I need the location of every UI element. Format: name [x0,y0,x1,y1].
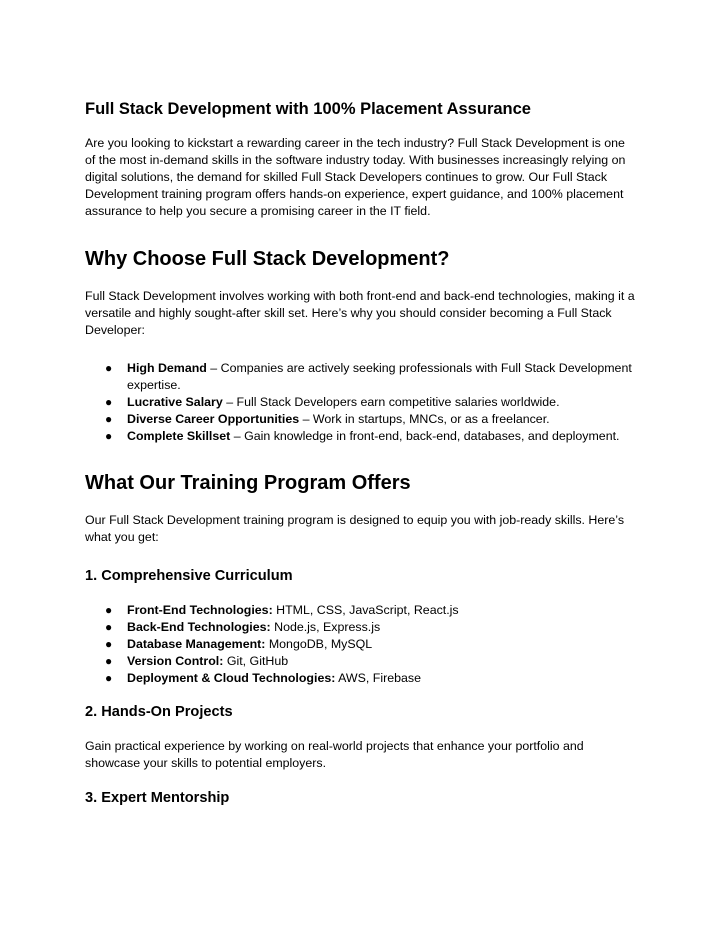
bullet-icon: ● [105,395,113,409]
program-paragraph: Our Full Stack Development training program is designed to equip you with job-ready skills. Here’s what you get: [85,513,625,544]
bullet-bold: Complete Skillset [127,429,231,443]
list-item [105,636,635,653]
bullet-text: – Full Stack Developers earn competitive salaries worldwide. [222,395,560,409]
list-item [105,653,635,670]
why-paragraph: Full Stack Development involves working with both front-end and back-end technologies, making it a versatile and highly sought-after skill set. Here’s why you should consider becoming a Full Stack Developer: [85,289,635,337]
bullet-text: – Companies are actively seeking professionals with Full Stack Development expertise. [127,361,632,392]
bullet-icon: ● [105,603,113,617]
bullet-icon: ● [105,620,113,634]
bullet-bold: Database Management: [127,637,266,651]
bullet-bold: Lucrative Salary [127,395,223,409]
document-page [85,97,635,808]
list-item [105,670,635,687]
curriculum-heading: 1. Comprehensive Curriculum [85,568,293,584]
handson-paragraph: Gain practical experience by working on real-world projects that enhance your portfolio and showcase your skills to potential employers. [85,739,584,770]
page-title: Full Stack Development with 100% Placement Assurance [85,100,531,118]
bullet-bold: Deployment & Cloud Technologies: [127,671,336,685]
list-item [105,619,635,636]
list-item [105,394,635,411]
bullet-text: Git, GitHub [223,654,289,668]
curriculum-bullet-list [105,602,635,687]
bullet-icon: ● [105,637,113,651]
bullet-bold: Front-End Technologies: [127,603,273,617]
mentorship-heading: 3. Expert Mentorship [85,790,230,806]
bullet-icon: ● [105,654,113,668]
bullet-icon: ● [105,671,113,685]
bullet-text: AWS, Firebase [335,671,421,685]
bullet-text: HTML, CSS, JavaScript, React.js [272,603,459,617]
bullet-icon: ● [105,412,113,426]
list-item [105,360,635,394]
bullet-bold: Back-End Technologies: [127,620,271,634]
handson-heading: 2. Hands-On Projects [85,704,233,720]
bullet-bold: High Demand [127,361,207,375]
list-item [105,602,635,619]
list-item [105,411,635,428]
bullet-bold: Diverse Career Opportunities [127,412,300,426]
why-bullet-list [105,360,635,445]
program-heading: What Our Training Program Offers [85,472,411,494]
intro-paragraph: Are you looking to kickstart a rewarding career in the tech industry? Full Stack Development is one of the most in-demand skills in the software industry today. With businesses increasingly relying on digital solutions, the demand for skilled Full Stack Developers continues to grow. Our Full Stack Development training program offers hands-on experience, expert guidance, and 100% placement assurance to help you secure a promising career in the IT field. [85,136,626,218]
bullet-text: Node.js, Express.js [270,620,381,634]
list-item [105,428,635,445]
bullet-icon: ● [105,361,113,375]
bullet-bold: Version Control: [127,654,224,668]
bullet-text: – Gain knowledge in front-end, back-end, databases, and deployment. [230,429,620,443]
why-heading: Why Choose Full Stack Development? [85,248,450,270]
bullet-icon: ● [105,429,113,443]
bullet-text: – Work in startups, MNCs, or as a freelancer. [299,412,550,426]
bullet-text: MongoDB, MySQL [265,637,373,651]
